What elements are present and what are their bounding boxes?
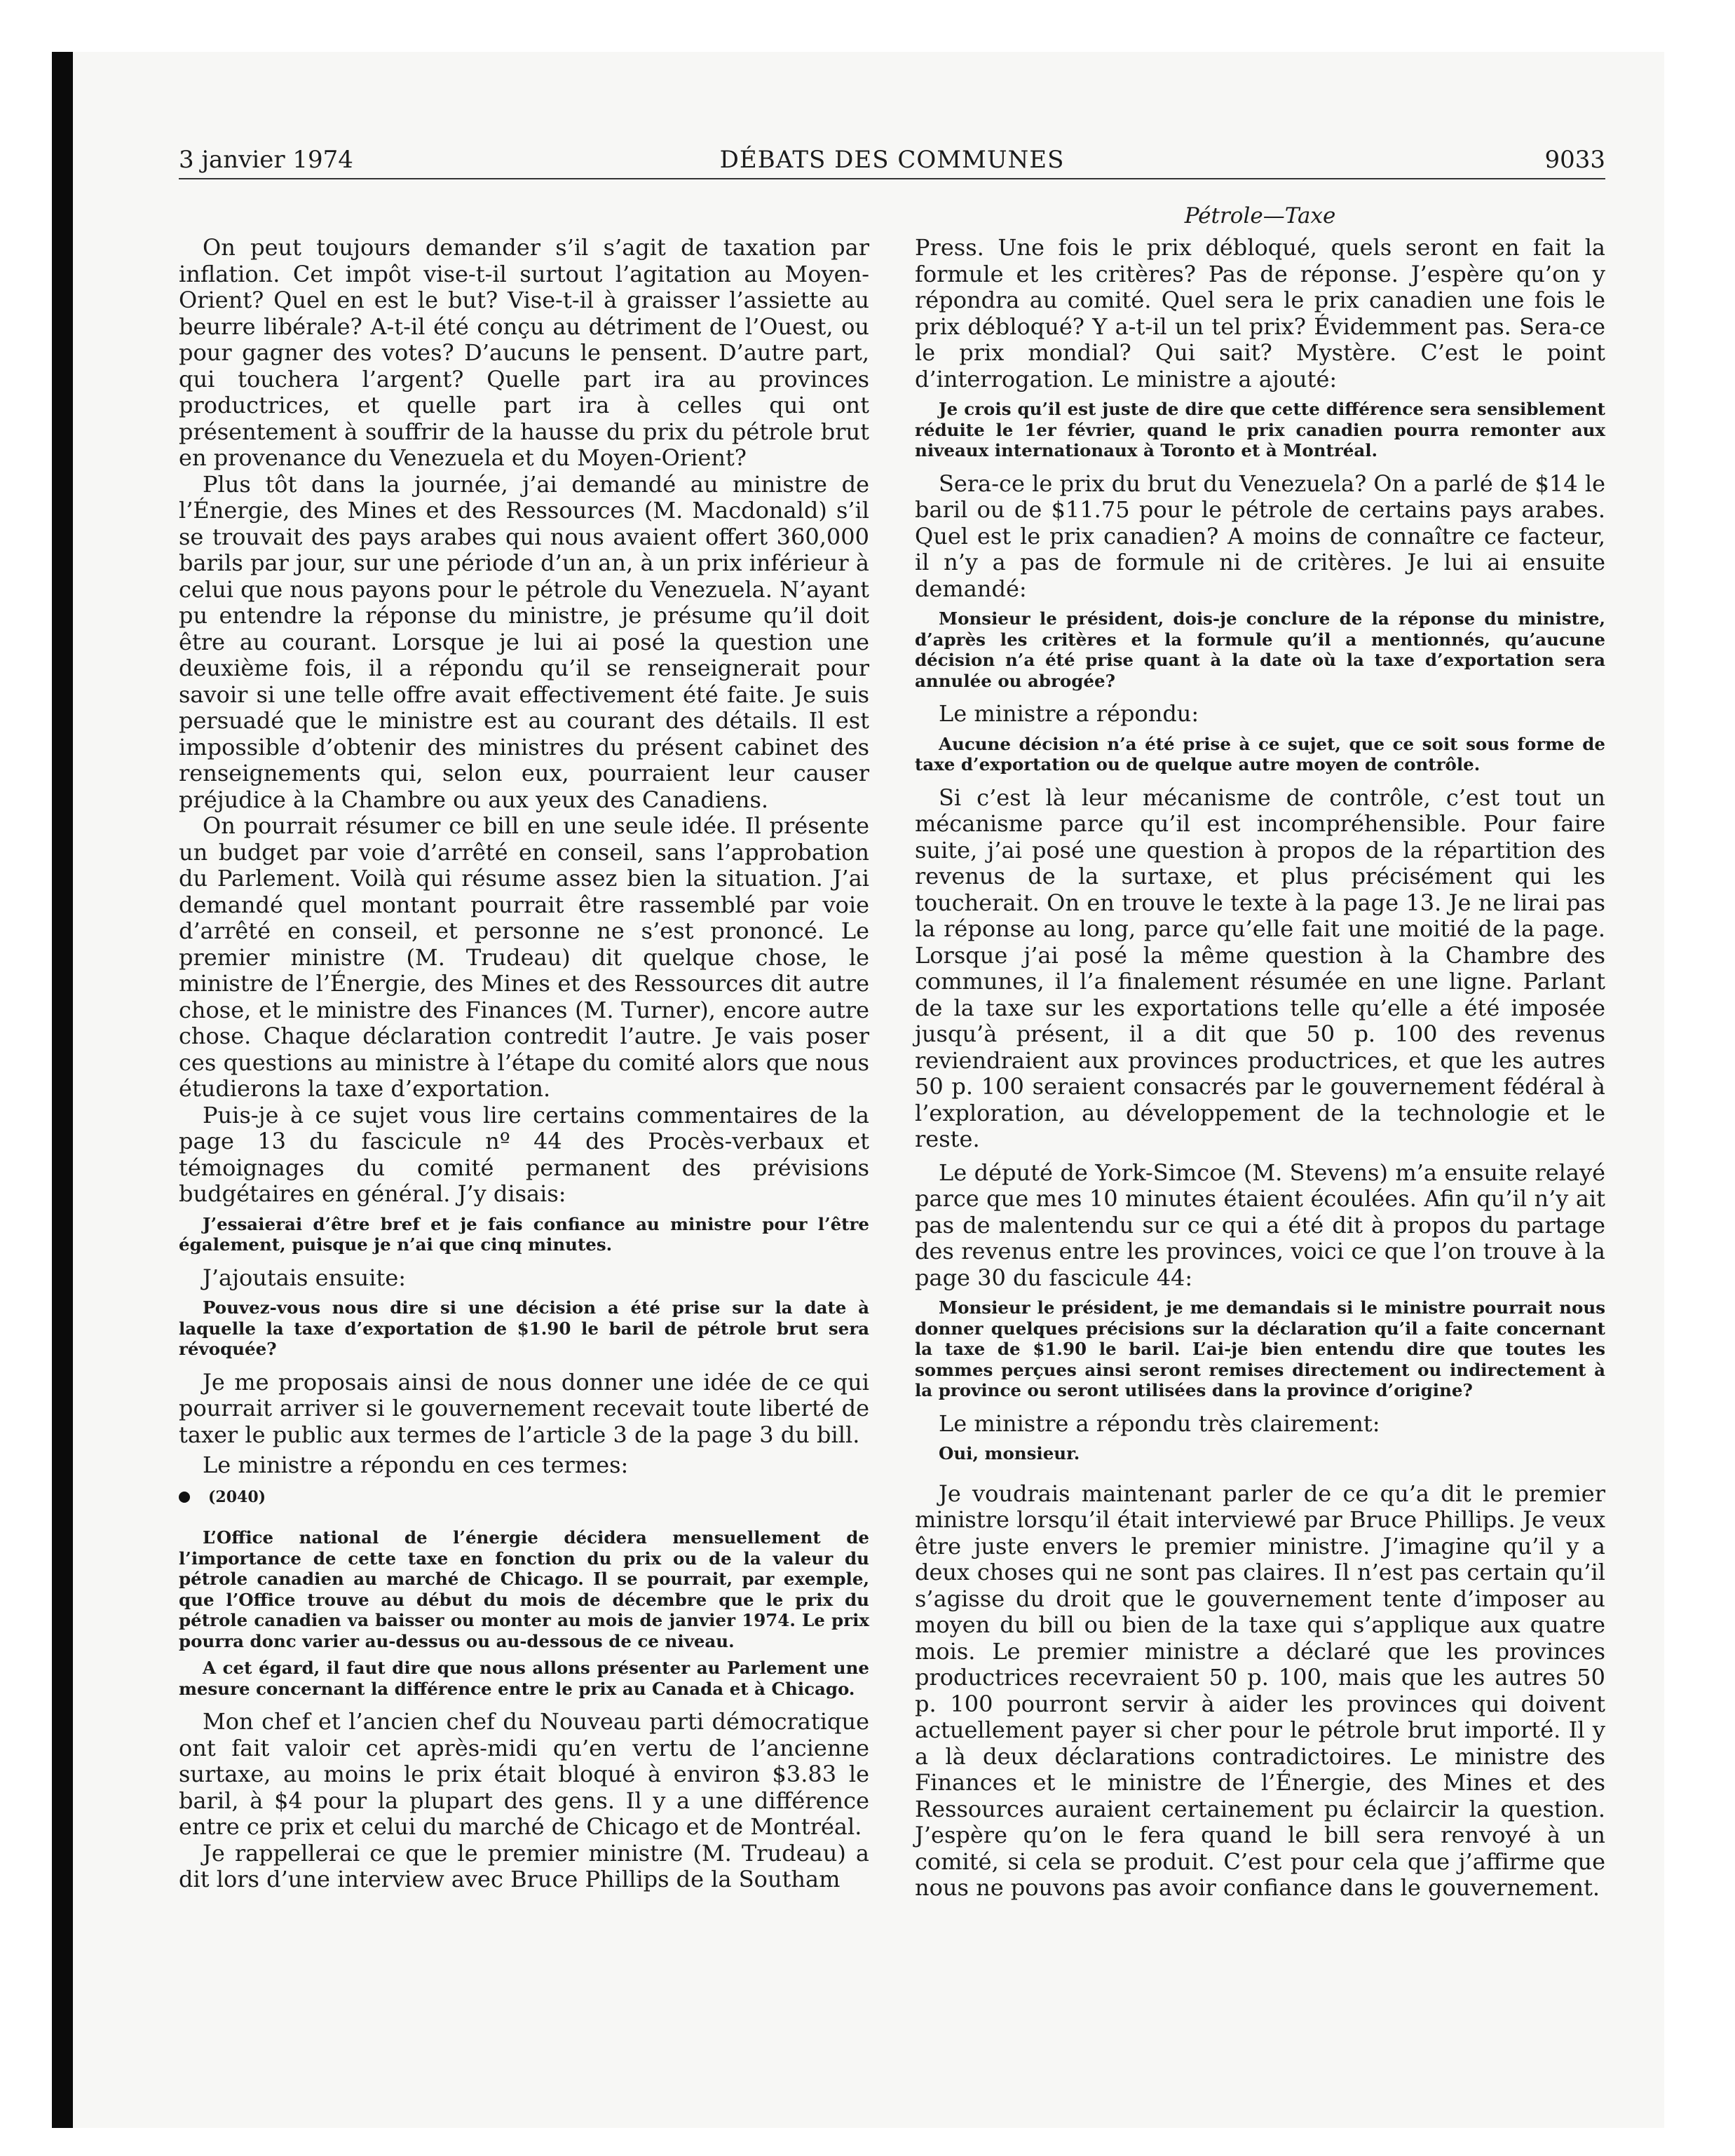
page-header [179, 146, 1605, 179]
spacer [915, 1474, 1605, 1481]
quotation: Oui, monsieur. [939, 1443, 1080, 1464]
paragraph: Mon chef et l’ancien chef du Nouveau parti démocratique ont fait valoir cet après-midi qu’en vertu de l’ancienne surtaxe, au moins le prix était bloqué à environ $3.83 le baril, à $4 pour la plupart des gens. Il y a une différence entre ce prix et celui du marché de Chicago et de Montréal. [179, 1708, 869, 1840]
quotation: J’essaierai d’être bref et je fais confiance au ministre pour l’être également, puisque je n’ai que cinq minutes. [179, 1213, 869, 1255]
header-page-number: 9033 [1544, 146, 1605, 174]
paragraph: On peut toujours demander s’il s’agit de taxation par inflation. Cet impôt vise-t-il surtout l’agitation au Moyen-Orient? Quel en est le but? Vise-t-il à graisser l’assiette au beurre libérale? A-t-il été conçu au détriment de l’Ouest, ou pour gagner des votes? D’aucuns le pensent. D’autre part, qui touchera l’argent? Quelle part ira au provinces productrices, et quelle part ira à celles qui ont présentement à souffrir de la hausse du prix du pétrole brut en provenance du Venezuela et du Moyen-Orient? [179, 234, 869, 471]
quotation: L’Office national de l’énergie décidera mensuellement de l’importance de cette taxe en fonction du prix ou de la valeur du pétrole canadien au marché de Chicago. Il se pourrait, par exemple, que l’Office trouve au début du mois de décembre que le prix du pétrole canadien va baisser ou monter au mois de janvier 1974. Le prix pourra donc varier au-dessus ou au-dessous de ce niveau. [179, 1527, 869, 1651]
quote-intro: Le ministre a répondu très clairement: [939, 1410, 1380, 1437]
paragraph: Le député de York-Simcoe (M. Stevens) m’a ensuite relayé parce que mes 10 minutes étaient écoulées. Afin qu’il n’y ait pas de malentendu sur ce qui a été dit à propos du partage des revenus entre les provinces, voici ce que l’on trouve à la page 30 du fascicule 44: [915, 1159, 1605, 1291]
paragraph: Je rappellerai ce que le premier ministre (M. Trudeau) a dit lors d’une interview avec Bruce Phillips de la Southam [179, 1839, 869, 1892]
left-column [179, 235, 869, 1893]
paragraph: Press. Une fois le prix débloqué, quels seront en fait la formule et les critères? Pas de réponse. J’espère qu’on y répondra au comité. Quel sera le prix canadien une fois le prix débloqué? Y a-t-il un tel prix? Évidemment pas. Sera-ce le prix mondial? Qui sait? Mystère. C’est le point d’interrogation. Le ministre a ajouté: [915, 234, 1605, 393]
right-column [915, 235, 1605, 1902]
quotation: Je crois qu’il est juste de dire que cette différence sera sensiblement réduite le 1er février, quand le prix canadien pourra remonter aux niveaux internationaux à Toronto et à Montréal. [915, 399, 1605, 460]
quotation: Aucune décision n’a été prise à ce sujet, que ce soit sous forme de taxe d’exportation ou de quelque autre moyen de contrôle. [915, 733, 1605, 775]
quote-intro: J’ajoutais ensuite: [203, 1264, 407, 1291]
time-marker-label: (2040) [208, 1487, 266, 1506]
header-date: 3 janvier 1974 [179, 146, 353, 174]
paragraph: Puis-je à ce sujet vous lire certains commentaires de la page 13 du fascicule nº 44 des Procès-verbaux et témoignages du comité permanent des prévisions budgétaires en général. J’y disais: [179, 1101, 869, 1207]
paragraph: Sera-ce le prix du brut du Venezuela? On a parlé de $14 le baril ou de $11.75 pour le pétrole de certains pays arabes. Quel est le prix canadien? A moins de connaître ce facteur, il n’y a pas de formule ni de critères. Je lui ai ensuite demandé: [915, 470, 1605, 602]
quotation: Monsieur le président, je me demandais si le ministre pourrait nous donner quelques précisions sur la déclaration qu’il a faite concernant la taxe de $1.90 le baril. L’ai-je bien entendu dire que toutes les sommes perçues ainsi seront remises directement ou indirectement à la province ou seront utilisées dans la province d’origine? [915, 1297, 1605, 1400]
quote-intro: Le ministre a répondu: [939, 700, 1199, 727]
paragraph: Plus tôt dans la journée, j’ai demandé au ministre de l’Énergie, des Mines et des Ressources (M. Macdonald) s’il se trouvait des pays arabes qui nous avaient offert 360,000 barils par jour, sur une période d’un an, à un prix inférieur à celui que nous payons pour le pétrole du Venezuela. N’ayant pu entendre la réponse du ministre, je présume qu’il doit être au courant. Lorsque je lui ai posé la question une deuxième fois, il a répondu qu’il se renseignerait pour savoir si une telle offre avait effectivement été faite. Je suis persuadé que le ministre est au courant des détails. Il est impossible d’obtenir des ministres du présent cabinet des renseignements qui, selon eux, pourraient leur causer préjudice à la Chambre ou aux yeux des Canadiens. [179, 470, 869, 813]
running-head: Pétrole—Taxe [1184, 203, 1336, 228]
spacer [915, 1153, 1605, 1160]
paragraph: Je me proposais ainsi de nous donner une idée de ce qui pourrait arriver si le gouvernement recevait toute liberté de taxer le public aux termes de l’article 3 de la page 3 du bill. [179, 1368, 869, 1448]
paragraph: Je voudrais maintenant parler de ce qu’a dit le premier ministre lorsqu’il était interviewé par Bruce Phillips. Je veux être juste envers le premier ministre. J’imagine qu’il y a deux choses qui ne sont pas claires. Il n’est pas certain qu’il s’agisse du droit que le gouvernement tente d’imposer au moyen du bill ou bien de la taxe qui s’applique aux quatre mois. Le premier ministre a déclaré que les provinces productrices recevraient 50 p. 100, mais que les autres 50 p. 100 pourront servir à aider les provinces qui doivent actuellement payer si cher pour le pétrole brut importé. Il y a là deux déclarations contradictoires. Le ministre des Finances et le ministre de l’Énergie, des Mines et des Ressources auraient certainement pu éclaircir la question. J’espère qu’on le fera quand le bill sera renvoyé à un comité, si cela se produit. C’est pour cela que j’affirme que nous ne pouvons pas avoir confiance dans le gouvernement. [915, 1480, 1605, 1901]
scan-border [52, 52, 73, 2128]
time-marker [179, 1485, 869, 1511]
paragraph: On pourrait résumer ce bill en une seule idée. Il présente un budget par voie d’arrêté en conseil, sans l’approbation du Parlement. Voilà qui résume assez bien la situation. J’ai demandé quel montant pourrait être rassemblé par voie d’arrêté en conseil, et personne ne s’est prononcé. Le premier ministre (M. Trudeau) dit quelque chose, le ministre de l’Énergie, des Mines et des Ressources dit autre chose, et le ministre des Finances (M. Turner), encore autre chose. Chaque déclaration contredit l’autre. Je vais poser ces questions au ministre à l’étape du comité alors que nous étudierons la taxe d’exportation. [179, 812, 869, 1102]
quotation: Monsieur le président, dois-je conclure de la réponse du ministre, d’après les critères et la formule qu’il a mentionnés, qu’aucune décision n’a été prise quant à la date où la taxe d’exportation sera annulée ou abrogée? [915, 608, 1605, 691]
quotation: Pouvez-vous nous dire si une décision a été prise sur la date à laquelle la taxe d’exportation de $1.90 le baril de pétrole brut sera révoquée? [179, 1297, 869, 1359]
paragraph: Si c’est là leur mécanisme de contrôle, c’est tout un mécanisme parce qu’il est incompréhensible. Pour faire suite, j’ai posé une question à propos de la répartition des revenus de la surtaxe, et plus précisément qui les toucherait. On en trouve le texte à la page 13. Je ne lirai pas la réponse au long, parce qu’elle fait une moitié de la page. Lorsque j’ai posé la même question à la Chambre des communes, il l’a finalement résumée en une ligne. Parlant de la taxe sur les exportations telle qu’elle a été imposée jusqu’à présent, il a dit que 50 p. 100 des revenus reviendraient aux provinces productrices, et que les autres 50 p. 100 seraient consacrés par le gouvernement fédéral à l’exploration, au développement de la technologie et le reste. [915, 784, 1605, 1152]
quotation: A cet égard, il faut dire que nous allons présenter au Parlement une mesure concernant la différence entre le prix au Canada et à Chicago. [179, 1658, 869, 1699]
quote-intro: Le ministre a répondu en ces termes: [203, 1452, 629, 1478]
bullet-dot-icon [179, 1492, 190, 1503]
header-title: DÉBATS DES COMMUNES [719, 146, 1065, 174]
